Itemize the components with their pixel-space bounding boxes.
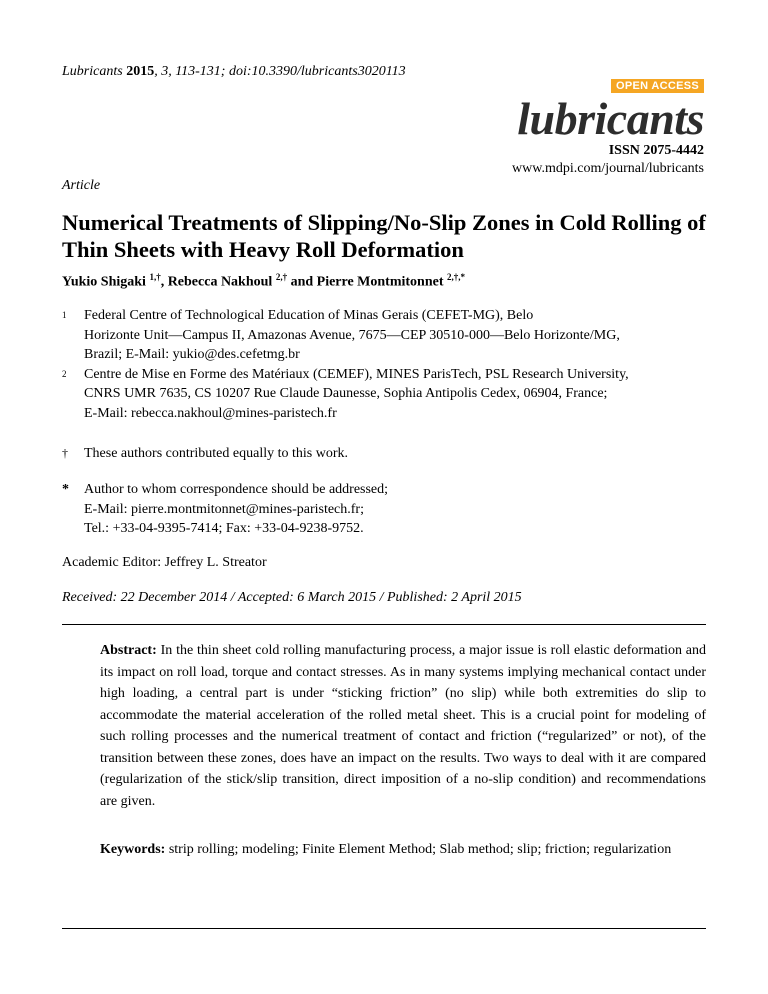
divider: [62, 928, 706, 929]
academic-editor: Academic Editor: Jeffrey L. Streator: [62, 555, 267, 570]
article-type: Article: [62, 178, 101, 193]
publication-dates: Received: 22 December 2014 / Accepted: 6 March 2015 / Published: 2 April 2015: [62, 590, 522, 605]
journal-url[interactable]: www.mdpi.com/journal/lubricants: [512, 161, 704, 176]
journal-logo: lubricants: [517, 93, 704, 144]
affiliation: 2 Centre de Mise en Forme des Matériaux (CEMEF), MINES ParisTech, PSL Research University, CNRS UMR 7635, CS 10207 Rue Claude Daunesse, Sophia Antipolis Cedex, 06904, France; E-Mail: rebecca.nakhoul@mines-paristech.fr: [62, 366, 629, 421]
divider: [62, 624, 706, 625]
author-name: Rebecca Nakhoul: [167, 274, 273, 290]
correspondence-note: * Author to whom correspondence should be addressed; E-Mail: pierre.montmitonnet@mines-paristech.fr; Tel.: +33-04-9395-7414; Fax: +33-04-9238-9752.: [62, 482, 389, 536]
author-name: Pierre Montmitonnet: [316, 274, 444, 290]
author-list: Yukio Shigaki $^{1,\dagger}$, Rebecca Nakhoul $^{2,\dagger}$ and Pierre Montmitonnet $^{2,\dagger,*}$: [62, 272, 466, 290]
abstract: Abstract: In the thin sheet cold rolling manufacturing process, a major issue is roll elastic deformation and its impact on roll load, torque and contact stresses. As in many systems implying mechanical contact under high loading, a central part is under “sticking friction” (no slip) while both extremities do slip to accommodate the material acceleration of the rolled metal sheet. This is a crucial point for modeling of such rolling processes and the numerical treatment of contact and friction (“regularized” or not), of the transition between these zones, does have an impact on the results. Two ways to deal with it are compared (regularization of the stick/slip transition, direct imposition of a no-slip condition) and recommendations are given.: [100, 643, 706, 809]
issn: ISSN 2075-4442: [608, 143, 704, 158]
open-access-badge: OPEN ACCESS: [611, 79, 704, 93]
author-name: Yukio Shigaki: [62, 274, 146, 290]
keywords: Keywords: strip rolling; modeling; Finite Element Method; Slab method; slip; friction; regularization: [100, 842, 672, 857]
citation-line: Lubricants 2015, 3, 113-131; doi:10.3390/lubricants3020113: [62, 64, 406, 79]
equal-contribution-note: † These authors contributed equally to this work.: [62, 446, 348, 461]
paper-title: Numerical Treatments of Slipping/No-Slip Zones in Cold Rolling of Thin Sheets with Heavy Roll Deformation: [62, 210, 706, 262]
affiliation-list: [62, 306, 722, 423]
affiliation: 1 Federal Centre of Technological Education of Minas Gerais (CEFET-MG), Belo Horizonte Unit—Campus II, Amazonas Avenue, 7675—CEP 30510-000—Belo Horizonte/MG, Brazil; E-Mail: yukio@des.cefetmg.br: [62, 308, 620, 362]
